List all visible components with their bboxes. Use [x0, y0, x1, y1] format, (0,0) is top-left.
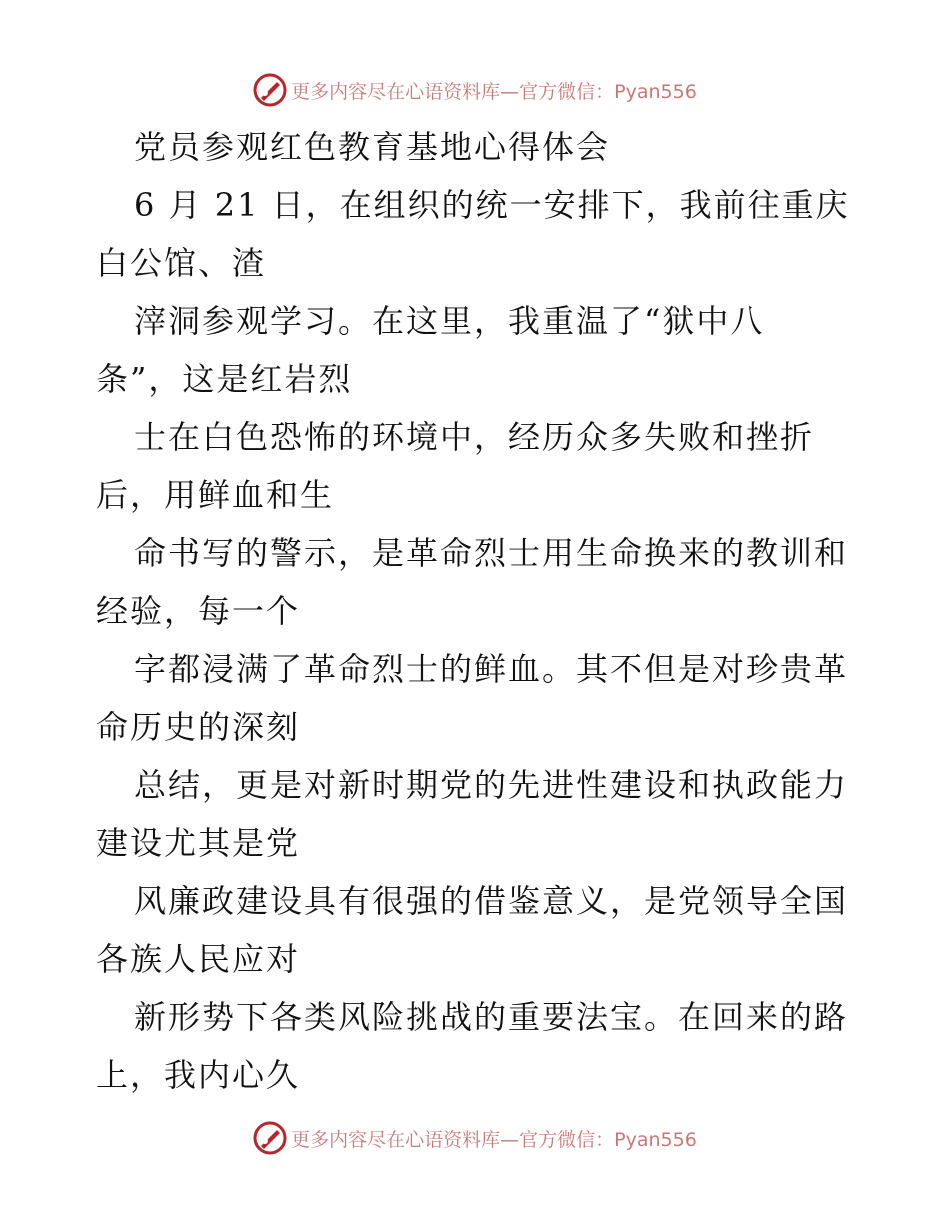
paragraph-line: 命书写的警示，是革命烈士用生命换来的教训和	[134, 534, 849, 572]
header-banner	[0, 70, 950, 110]
quill-logo-icon	[253, 73, 287, 107]
paragraph-line: 经验，每一个	[96, 592, 301, 630]
paragraph-line: 士在白色恐怖的环境中，经历众多失败和挫折	[134, 418, 815, 456]
paragraph-line: 后，用鲜血和生	[96, 476, 335, 514]
header-banner-text: 更多内容尽在心语资料库—官方微信：Pyan556	[291, 80, 697, 103]
paragraph-line: 命历史的深刻	[96, 708, 301, 746]
footer-banner	[0, 1118, 950, 1158]
footer-banner-text: 更多内容尽在心语资料库—官方微信：Pyan556	[291, 1128, 697, 1151]
paragraph-line: 总结，更是对新时期党的先进性建设和执政能力	[134, 766, 849, 804]
paragraph-line: 条”，这是红岩烈	[96, 360, 353, 398]
paragraph-line: 字都浸满了革命烈士的鲜血。其不但是对珍贵革	[134, 650, 849, 688]
document-body	[96, 118, 856, 1104]
paragraph-line: 建设尤其是党	[96, 824, 301, 862]
paragraph-line: 6 月 21 日，在组织的统一安排下，我前往重庆	[134, 186, 850, 224]
paragraph-line: 滓洞参观学习。在这里，我重温了“狱中八	[134, 302, 765, 340]
paragraph-line: 各族人民应对	[96, 940, 301, 978]
paragraph-line: 风廉政建设具有很强的借鉴意义，是党领导全国	[134, 882, 849, 920]
paragraph-line: 上，我内心久	[96, 1056, 301, 1094]
paragraph-line: 白公馆、渣	[96, 244, 267, 282]
document-title: 党员参观红色教育基地心得体会	[134, 128, 611, 166]
paragraph-line: 新形势下各类风险挑战的重要法宝。在回来的路	[134, 998, 849, 1036]
quill-logo-icon	[253, 1121, 287, 1155]
